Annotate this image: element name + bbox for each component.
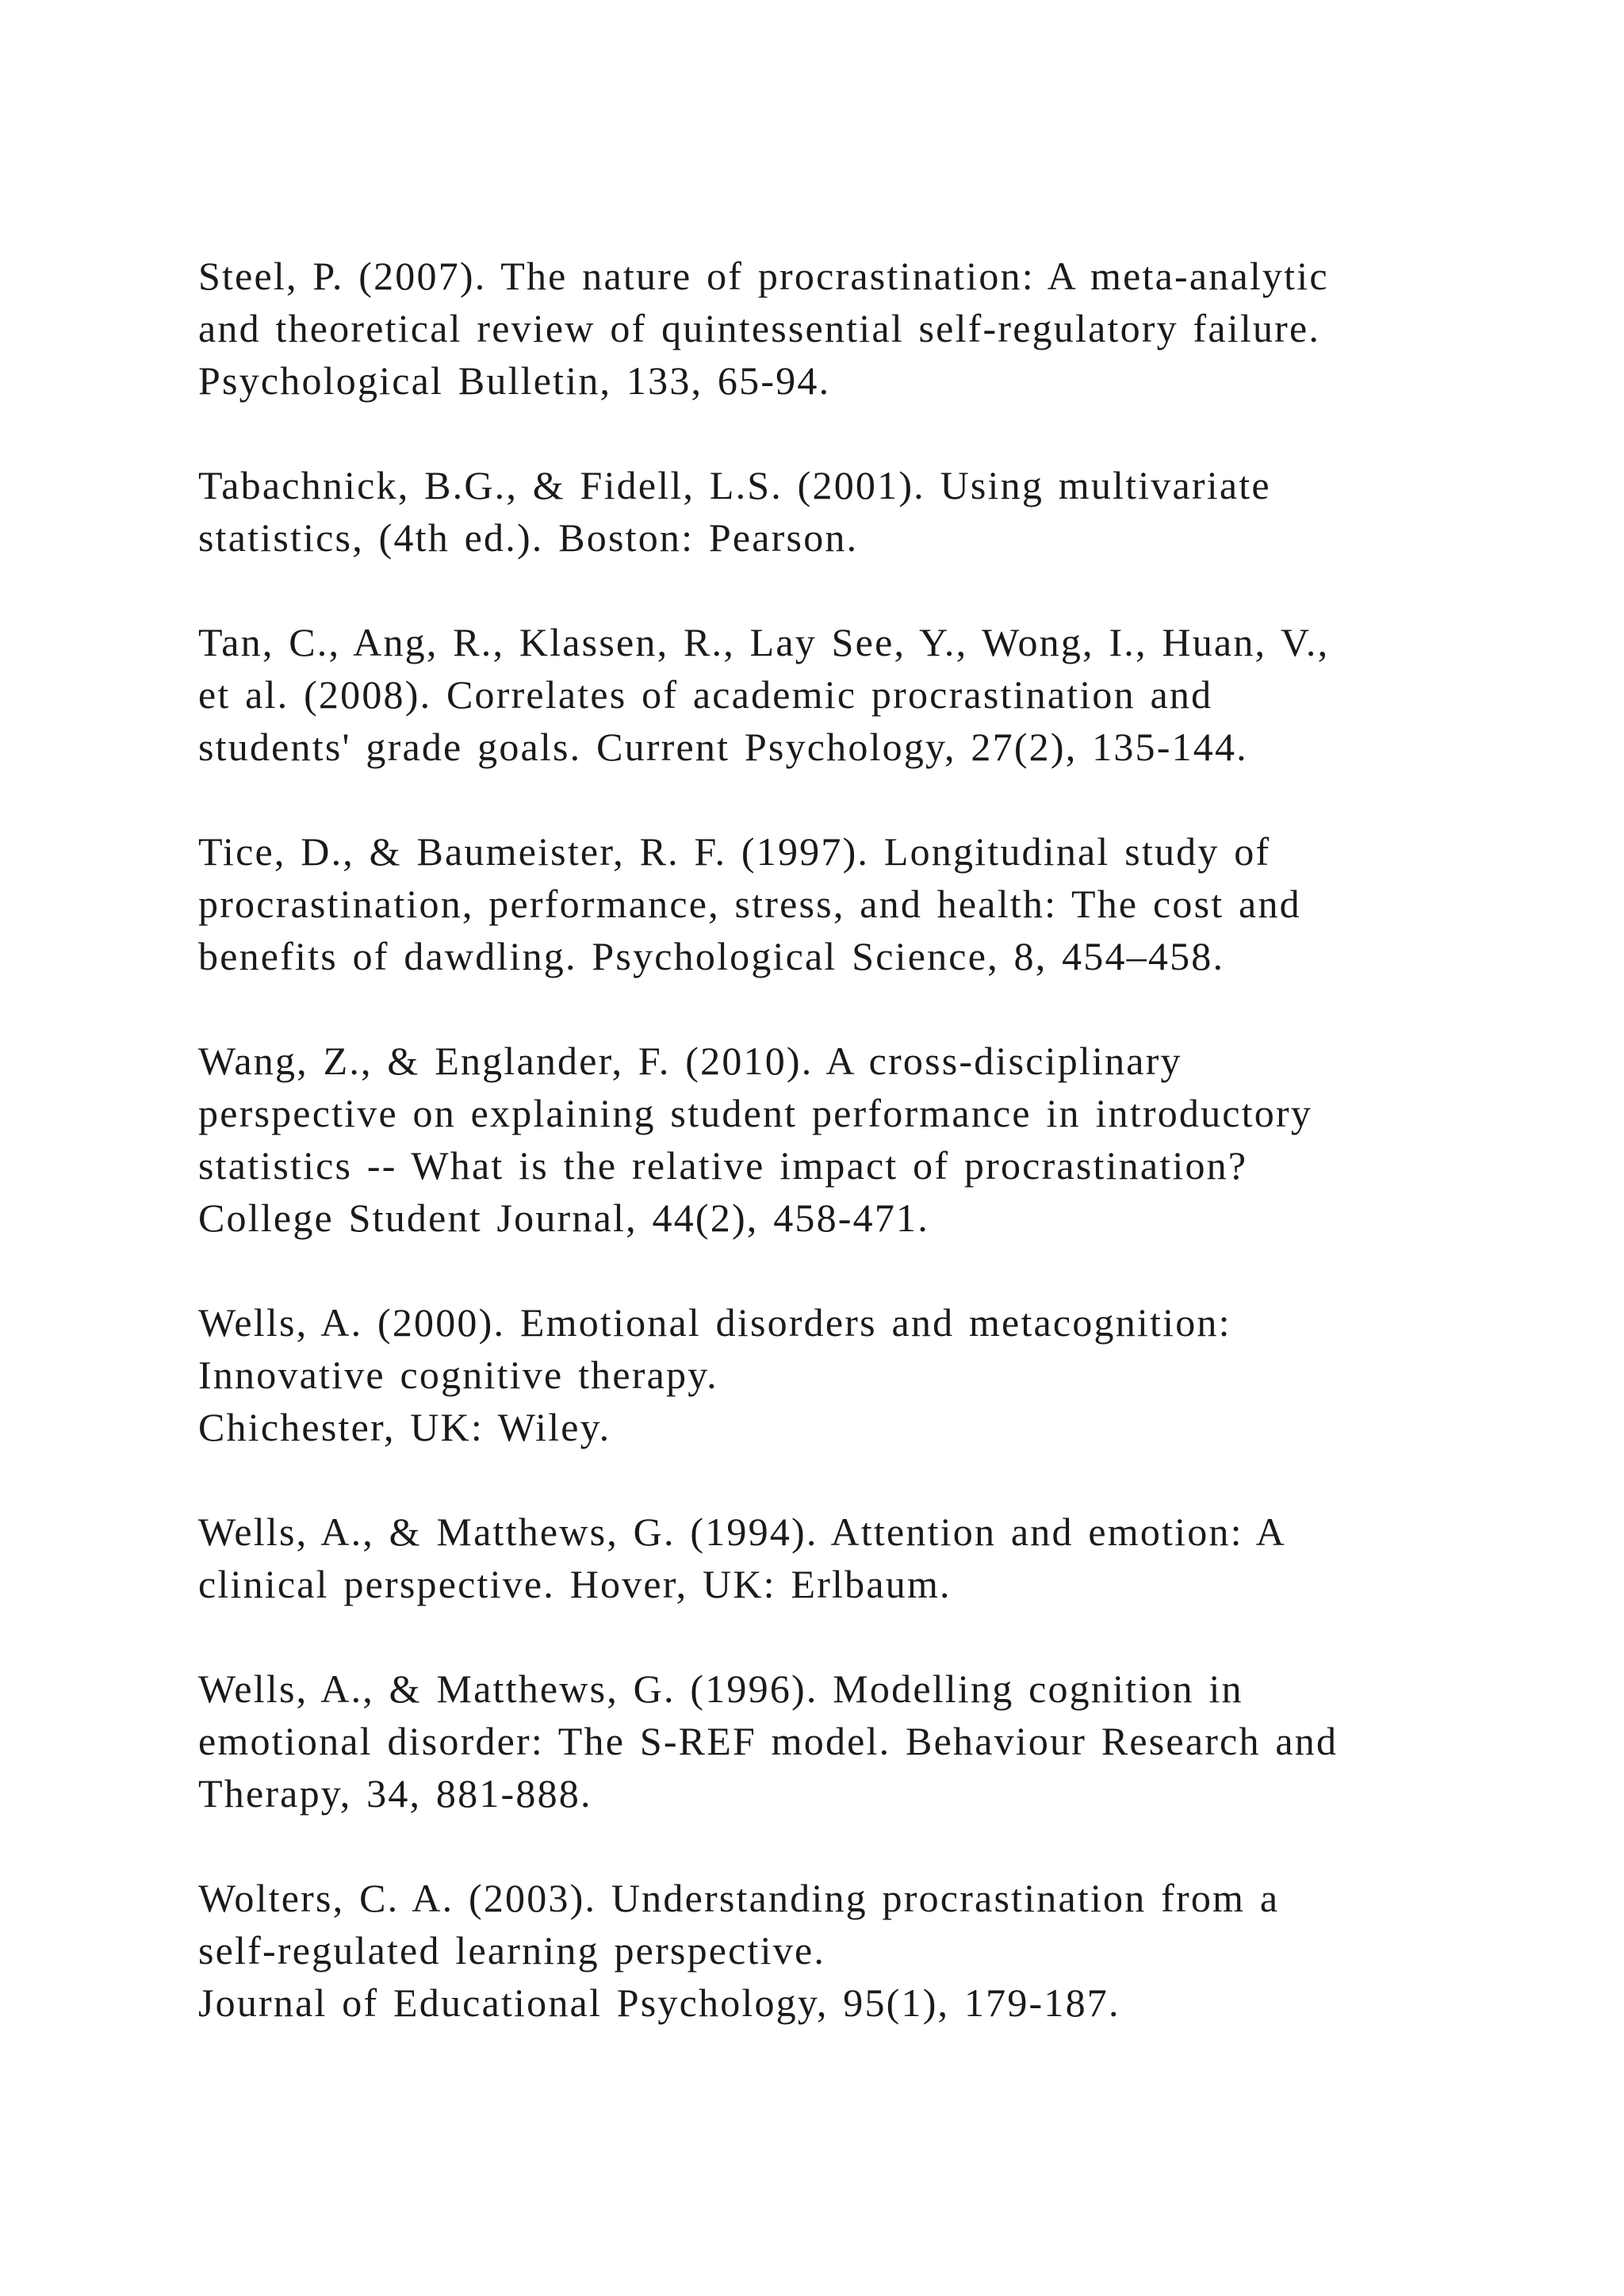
reference-entry xyxy=(198,250,1499,407)
reference-entry xyxy=(198,1872,1499,2029)
reference-list xyxy=(198,250,1499,2081)
reference-line: Wells, A., & Matthews, G. (1994). Attention and emotion: A xyxy=(198,1510,1286,1554)
reference-line: Wells, A., & Matthews, G. (1996). Modelling cognition in xyxy=(198,1667,1243,1711)
reference-entry xyxy=(198,1035,1499,1244)
reference-line: College Student Journal, 44(2), 458-471. xyxy=(198,1196,929,1240)
reference-line: Therapy, 34, 881-888. xyxy=(198,1771,592,1816)
reference-line: Innovative cognitive therapy. xyxy=(198,1353,718,1397)
reference-line: Tan, C., Ang, R., Klassen, R., Lay See, Y., Wong, I., Huan, V., xyxy=(198,620,1330,664)
reference-line: et al. (2008). Correlates of academic procrastination and xyxy=(198,672,1213,717)
reference-line: emotional disorder: The S-REF model. Behaviour Research and xyxy=(198,1719,1339,1763)
reference-line: self-regulated learning perspective. xyxy=(198,1928,826,1973)
reference-line: benefits of dawdling. Psychological Science, 8, 454–458. xyxy=(198,934,1225,978)
reference-line: Chichester, UK: Wiley. xyxy=(198,1405,611,1449)
reference-line: Tabachnick, B.G., & Fidell, L.S. (2001). Using multivariate xyxy=(198,463,1271,507)
reference-line: Steel, P. (2007). The nature of procrastination: A meta-analytic xyxy=(198,254,1329,298)
reference-line: perspective on explaining student performance in introductory xyxy=(198,1091,1313,1135)
reference-line: students' grade goals. Current Psychology, 27(2), 135-144. xyxy=(198,725,1248,769)
reference-entry xyxy=(198,616,1499,773)
reference-line: Wang, Z., & Englander, F. (2010). A cross-disciplinary xyxy=(198,1039,1182,1083)
reference-line: Journal of Educational Psychology, 95(1), 179-187. xyxy=(198,1980,1120,2025)
reference-line: procrastination, performance, stress, and health: The cost and xyxy=(198,882,1301,926)
reference-line: clinical perspective. Hover, UK: Erlbaum. xyxy=(198,1562,952,1606)
reference-entry xyxy=(198,1296,1499,1453)
reference-line: and theoretical review of quintessential self-regulatory failure. xyxy=(198,306,1321,350)
reference-line: Wolters, C. A. (2003). Understanding procrastination from a xyxy=(198,1876,1280,1920)
reference-line: statistics -- What is the relative impact of procrastination? xyxy=(198,1143,1248,1188)
reference-line: Psychological Bulletin, 133, 65-94. xyxy=(198,358,831,403)
reference-entry xyxy=(198,1506,1499,1610)
reference-entry xyxy=(198,825,1499,982)
reference-entry xyxy=(198,459,1499,564)
reference-line: Tice, D., & Baumeister, R. F. (1997). Longitudinal study of xyxy=(198,829,1271,874)
reference-entry xyxy=(198,1663,1499,1820)
reference-line: Wells, A. (2000). Emotional disorders and metacognition: xyxy=(198,1300,1231,1345)
reference-line: statistics, (4th ed.). Boston: Pearson. xyxy=(198,515,859,560)
